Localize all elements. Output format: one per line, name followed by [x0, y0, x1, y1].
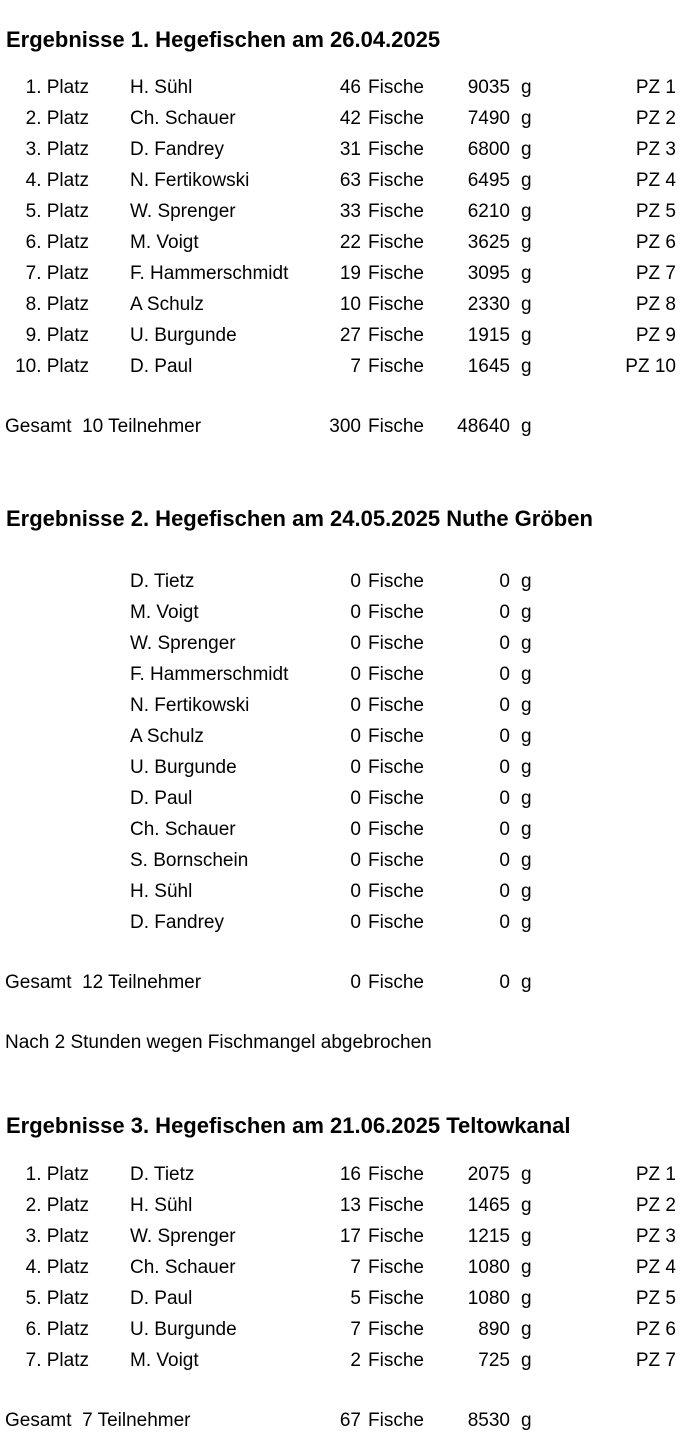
- weight-unit: g: [521, 881, 532, 902]
- fish-unit: Fische: [368, 1226, 424, 1247]
- weight-unit: g: [521, 664, 532, 685]
- place-label: 1. Platz: [25, 77, 89, 98]
- angler-name: D. Paul: [130, 1288, 193, 1309]
- pz-label: PZ 1: [635, 1164, 676, 1185]
- weight-unit: g: [521, 1164, 532, 1185]
- result-row: [0, 1314, 680, 1345]
- angler-name: D. Tietz: [130, 1164, 195, 1185]
- angler-name: H. Sühl: [130, 1195, 193, 1216]
- total-label: Gesamt 10 Teilnehmer: [5, 416, 202, 437]
- weight-unit: g: [521, 788, 532, 809]
- weight-unit: g: [521, 201, 532, 222]
- weight-value: 0: [499, 912, 510, 933]
- result-row: [0, 72, 680, 103]
- weight-unit: g: [521, 1288, 532, 1309]
- fish-count: 13: [339, 1195, 361, 1216]
- pz-label: PZ 1: [635, 77, 676, 98]
- angler-name: W. Sprenger: [130, 201, 236, 222]
- weight-unit: g: [521, 232, 532, 253]
- place-label: 8. Platz: [25, 294, 89, 315]
- weight-unit: g: [521, 108, 532, 129]
- angler-name: D. Fandrey: [130, 139, 224, 160]
- section-3-title: Ergebnisse 3. Hegefischen am 21.06.2025 Teltowkanal: [6, 1113, 571, 1138]
- fish-unit: Fische: [368, 695, 424, 716]
- fish-unit: Fische: [368, 77, 424, 98]
- angler-name: Ch. Schauer: [130, 108, 236, 129]
- fish-unit: Fische: [368, 850, 424, 871]
- angler-name: D. Tietz: [130, 571, 195, 592]
- result-row: [0, 320, 680, 351]
- fish-unit: Fische: [368, 912, 424, 933]
- pz-label: PZ 4: [635, 1257, 676, 1278]
- result-row: [0, 876, 680, 907]
- fish-count: 46: [339, 77, 361, 98]
- fish-count: 2: [350, 1350, 361, 1371]
- angler-name: H. Sühl: [130, 77, 193, 98]
- fish-unit: Fische: [368, 1195, 424, 1216]
- pz-label: PZ 7: [635, 1350, 676, 1371]
- pz-label: PZ 5: [635, 201, 676, 222]
- place-label: 3. Platz: [25, 1226, 89, 1247]
- fish-unit: Fische: [368, 1288, 424, 1309]
- result-row: [0, 659, 680, 690]
- fish-count: 19: [339, 263, 361, 284]
- angler-name: H. Sühl: [130, 881, 193, 902]
- pz-label: PZ 9: [635, 325, 676, 346]
- fish-unit: Fische: [368, 170, 424, 191]
- weight-value: 6800: [467, 139, 510, 160]
- total-fish-unit: Fische: [368, 1410, 424, 1431]
- place-label: 7. Platz: [25, 1350, 89, 1371]
- result-row: [0, 597, 680, 628]
- fish-unit: Fische: [368, 263, 424, 284]
- fish-count: 16: [339, 1164, 361, 1185]
- total-weight-unit: g: [521, 972, 532, 993]
- place-label: 4. Platz: [25, 170, 89, 191]
- place-label: 9. Platz: [25, 325, 89, 346]
- total-fish-count: 0: [350, 972, 361, 993]
- fish-unit: Fische: [368, 726, 424, 747]
- fish-count: 0: [350, 726, 361, 747]
- result-row: [0, 103, 680, 134]
- weight-unit: g: [521, 170, 532, 191]
- pz-label: PZ 4: [635, 170, 676, 191]
- total-label: Gesamt 7 Teilnehmer: [5, 1410, 191, 1431]
- total-label: Gesamt 12 Teilnehmer: [5, 972, 202, 993]
- fish-count: 17: [339, 1226, 361, 1247]
- weight-unit: g: [521, 263, 532, 284]
- fish-count: 31: [339, 139, 361, 160]
- weight-unit: g: [521, 757, 532, 778]
- weight-value: 6210: [467, 201, 510, 222]
- total-row: [0, 1405, 680, 1436]
- weight-value: 3625: [467, 232, 510, 253]
- weight-value: 725: [478, 1350, 510, 1371]
- place-label: 5. Platz: [25, 1288, 89, 1309]
- weight-unit: g: [521, 294, 532, 315]
- fish-unit: Fische: [368, 1319, 424, 1340]
- angler-name: F. Hammerschmidt: [130, 664, 289, 685]
- weight-value: 0: [499, 726, 510, 747]
- weight-value: 0: [499, 602, 510, 623]
- angler-name: W. Sprenger: [130, 633, 236, 654]
- angler-name: M. Voigt: [130, 1350, 199, 1371]
- weight-value: 1080: [467, 1288, 510, 1309]
- angler-name: N. Fertikowski: [130, 695, 250, 716]
- result-row: [0, 907, 680, 938]
- weight-value: 0: [499, 819, 510, 840]
- result-row: [0, 1345, 680, 1376]
- section-2-note: Nach 2 Stunden wegen Fischmangel abgebrochen: [5, 1032, 432, 1053]
- fish-count: 0: [350, 912, 361, 933]
- weight-unit: g: [521, 850, 532, 871]
- weight-unit: g: [521, 1226, 532, 1247]
- weight-unit: g: [521, 1257, 532, 1278]
- total-fish-count: 67: [339, 1410, 361, 1431]
- total-weight-value: 8530: [467, 1410, 510, 1431]
- angler-name: D. Fandrey: [130, 912, 224, 933]
- angler-name: D. Paul: [130, 788, 193, 809]
- weight-unit: g: [521, 1319, 532, 1340]
- angler-name: F. Hammerschmidt: [130, 263, 289, 284]
- weight-unit: g: [521, 726, 532, 747]
- weight-unit: g: [521, 602, 532, 623]
- place-label: 7. Platz: [25, 263, 89, 284]
- angler-name: M. Voigt: [130, 602, 199, 623]
- fish-unit: Fische: [368, 664, 424, 685]
- fish-count: 0: [350, 788, 361, 809]
- fish-unit: Fische: [368, 294, 424, 315]
- pz-label: PZ 7: [635, 263, 676, 284]
- pz-label: PZ 3: [635, 139, 676, 160]
- section-1-title: Ergebnisse 1. Hegefischen am 26.04.2025: [6, 27, 441, 52]
- fish-count: 22: [339, 232, 361, 253]
- weight-unit: g: [521, 77, 532, 98]
- place-label: 4. Platz: [25, 1257, 89, 1278]
- weight-value: 1215: [467, 1226, 510, 1247]
- fish-count: 0: [350, 571, 361, 592]
- fish-unit: Fische: [368, 819, 424, 840]
- total-fish-unit: Fische: [368, 972, 424, 993]
- fish-count: 0: [350, 819, 361, 840]
- weight-value: 9035: [467, 77, 510, 98]
- result-row: [0, 227, 680, 258]
- weight-value: 1465: [467, 1195, 510, 1216]
- weight-value: 0: [499, 788, 510, 809]
- weight-value: 0: [499, 633, 510, 654]
- place-label: 5. Platz: [25, 201, 89, 222]
- fish-unit: Fische: [368, 881, 424, 902]
- fish-count: 0: [350, 633, 361, 654]
- result-row: [0, 1221, 680, 1252]
- weight-unit: g: [521, 1195, 532, 1216]
- weight-value: 0: [499, 757, 510, 778]
- result-row: [0, 351, 680, 382]
- fish-count: 5: [350, 1288, 361, 1309]
- pz-label: PZ 5: [635, 1288, 676, 1309]
- result-row: [0, 258, 680, 289]
- pz-label: PZ 6: [635, 232, 676, 253]
- fish-count: 0: [350, 602, 361, 623]
- pz-label: PZ 2: [635, 108, 676, 129]
- angler-name: U. Burgunde: [130, 325, 237, 346]
- place-label: 1. Platz: [25, 1164, 89, 1185]
- weight-unit: g: [521, 695, 532, 716]
- weight-value: 2075: [467, 1164, 510, 1185]
- pz-label: PZ 6: [635, 1319, 676, 1340]
- weight-value: 1080: [467, 1257, 510, 1278]
- weight-value: 0: [499, 695, 510, 716]
- angler-name: A Schulz: [130, 294, 204, 315]
- result-row: [0, 721, 680, 752]
- result-row: [0, 783, 680, 814]
- weight-value: 2330: [467, 294, 510, 315]
- weight-value: 1645: [467, 356, 510, 377]
- total-row: [0, 967, 680, 998]
- weight-value: 6495: [467, 170, 510, 191]
- angler-name: M. Voigt: [130, 232, 199, 253]
- angler-name: U. Burgunde: [130, 757, 237, 778]
- result-row: [0, 1283, 680, 1314]
- weight-value: 0: [499, 881, 510, 902]
- fish-count: 0: [350, 664, 361, 685]
- angler-name: S. Bornschein: [130, 850, 249, 871]
- section-2-title: Ergebnisse 2. Hegefischen am 24.05.2025 Nuthe Gröben: [6, 506, 593, 531]
- result-row: [0, 628, 680, 659]
- fish-unit: Fische: [368, 788, 424, 809]
- fish-unit: Fische: [368, 1350, 424, 1371]
- fish-unit: Fische: [368, 633, 424, 654]
- fish-unit: Fische: [368, 571, 424, 592]
- fish-count: 10: [339, 294, 361, 315]
- weight-value: 3095: [467, 263, 510, 284]
- result-row: [0, 1252, 680, 1283]
- fish-unit: Fische: [368, 1164, 424, 1185]
- total-weight-unit: g: [521, 1410, 532, 1431]
- weight-unit: g: [521, 139, 532, 160]
- fish-unit: Fische: [368, 139, 424, 160]
- angler-name: Ch. Schauer: [130, 1257, 236, 1278]
- fish-count: 7: [350, 1257, 361, 1278]
- fish-count: 63: [339, 170, 361, 191]
- weight-value: 0: [499, 664, 510, 685]
- result-row: [0, 566, 680, 597]
- angler-name: D. Paul: [130, 356, 193, 377]
- result-row: [0, 1159, 680, 1190]
- weight-unit: g: [521, 1350, 532, 1371]
- place-label: 6. Platz: [25, 1319, 89, 1340]
- weight-value: 0: [499, 850, 510, 871]
- result-row: [0, 845, 680, 876]
- angler-name: U. Burgunde: [130, 1319, 237, 1340]
- fish-unit: Fische: [368, 757, 424, 778]
- weight-unit: g: [521, 571, 532, 592]
- fish-unit: Fische: [368, 602, 424, 623]
- fish-unit: Fische: [368, 325, 424, 346]
- result-row: [0, 690, 680, 721]
- fish-unit: Fische: [368, 1257, 424, 1278]
- pz-label: PZ 10: [625, 356, 676, 377]
- total-weight-value: 0: [499, 972, 510, 993]
- place-label: 3. Platz: [25, 139, 89, 160]
- angler-name: W. Sprenger: [130, 1226, 236, 1247]
- weight-unit: g: [521, 325, 532, 346]
- fish-count: 7: [350, 356, 361, 377]
- pz-label: PZ 8: [635, 294, 676, 315]
- fish-unit: Fische: [368, 356, 424, 377]
- weight-value: 890: [478, 1319, 510, 1340]
- fish-count: 0: [350, 757, 361, 778]
- total-row: [0, 411, 680, 442]
- place-label: 2. Platz: [25, 108, 89, 129]
- weight-value: 7490: [467, 108, 510, 129]
- weight-unit: g: [521, 912, 532, 933]
- fish-count: 0: [350, 850, 361, 871]
- result-row: [0, 814, 680, 845]
- result-row: [0, 134, 680, 165]
- place-label: 10. Platz: [15, 356, 89, 377]
- fish-count: 42: [339, 108, 361, 129]
- place-label: 2. Platz: [25, 1195, 89, 1216]
- result-row: [0, 752, 680, 783]
- angler-name: N. Fertikowski: [130, 170, 250, 191]
- pz-label: PZ 2: [635, 1195, 676, 1216]
- total-fish-count: 300: [329, 416, 361, 437]
- result-row: [0, 165, 680, 196]
- angler-name: Ch. Schauer: [130, 819, 236, 840]
- pz-label: PZ 3: [635, 1226, 676, 1247]
- weight-value: 1915: [467, 325, 510, 346]
- place-label: 6. Platz: [25, 232, 89, 253]
- fish-unit: Fische: [368, 201, 424, 222]
- fish-count: 27: [339, 325, 361, 346]
- total-weight-value: 48640: [457, 416, 510, 437]
- total-fish-unit: Fische: [368, 416, 424, 437]
- weight-unit: g: [521, 633, 532, 654]
- weight-unit: g: [521, 819, 532, 840]
- angler-name: A Schulz: [130, 726, 204, 747]
- fish-count: 33: [339, 201, 361, 222]
- fish-count: 0: [350, 695, 361, 716]
- fish-unit: Fische: [368, 232, 424, 253]
- result-row: [0, 289, 680, 320]
- result-row: [0, 196, 680, 227]
- fish-count: 7: [350, 1319, 361, 1340]
- weight-value: 0: [499, 571, 510, 592]
- result-row: [0, 1190, 680, 1221]
- weight-unit: g: [521, 356, 532, 377]
- fish-unit: Fische: [368, 108, 424, 129]
- fish-count: 0: [350, 881, 361, 902]
- total-weight-unit: g: [521, 416, 532, 437]
